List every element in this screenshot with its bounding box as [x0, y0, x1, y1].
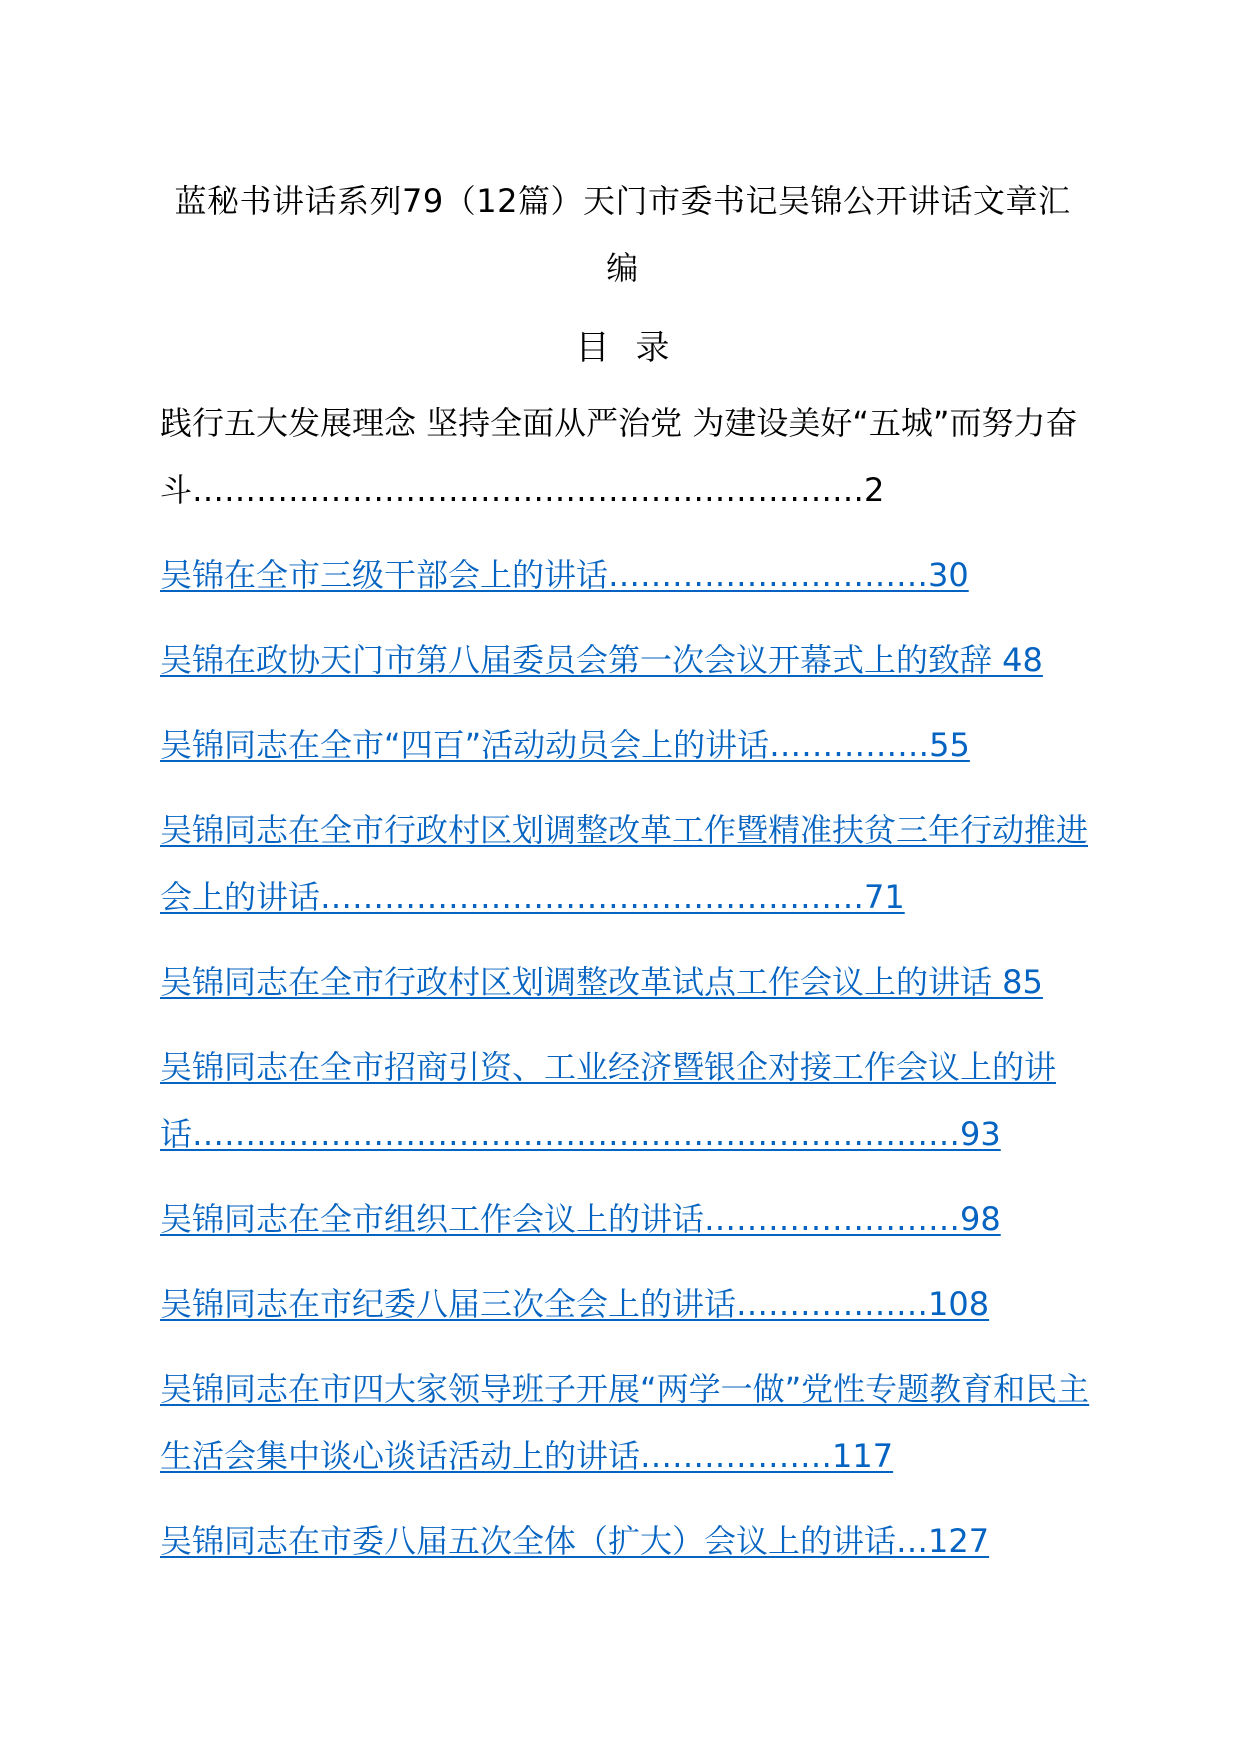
toc-heading-left: 目: [575, 328, 610, 368]
toc-entry-1: 践行五大发展理念 坚持全面从严治党 为建设美好“五城”而努力奋斗………………………………………………………2: [160, 404, 1078, 509]
toc-entry-10[interactable]: 吴锦同志在市四大家领导班子开展“两学一做”党性专题教育和民主生活会集中谈心谈话活动上的讲话………………117: [160, 1370, 1090, 1475]
toc-entry-11[interactable]: 吴锦同志在市委八届五次全体（扩大）会议上的讲话…127: [160, 1522, 990, 1560]
toc-entry-3[interactable]: 吴锦在政协天门市第八届委员会第一次会议开幕式上的致辞 48: [160, 641, 1043, 679]
toc-heading: [160, 322, 1085, 374]
toc-entry-2[interactable]: 吴锦在全市三级干部会上的讲话…………………………30: [160, 556, 969, 594]
toc-entry-8[interactable]: 吴锦同志在全市组织工作会议上的讲话……………………98: [160, 1200, 1001, 1238]
toc-entry-5[interactable]: 吴锦同志在全市行政村区划调整改革工作暨精准扶贫三年行动推进会上的讲话……………………………………………71: [160, 811, 1089, 916]
table-of-contents: [160, 390, 1090, 1593]
toc-entry-4[interactable]: 吴锦同志在全市“四百”活动动员会上的讲话……………55: [160, 726, 970, 764]
toc-entry-6[interactable]: 吴锦同志在全市行政村区划调整改革试点工作会议上的讲话 85: [160, 963, 1043, 1001]
toc-heading-right: 录: [635, 328, 670, 368]
document-title: 蓝秘书讲话系列79（12篇）天门市委书记吴锦公开讲话文章汇编: [174, 182, 1071, 287]
toc-entry-7[interactable]: 吴锦同志在全市招商引资、工业经济暨银企对接工作会议上的讲话………………………………………………………………93: [160, 1048, 1057, 1153]
toc-entry-9[interactable]: 吴锦同志在市纪委八届三次全会上的讲话………………108: [160, 1285, 990, 1323]
